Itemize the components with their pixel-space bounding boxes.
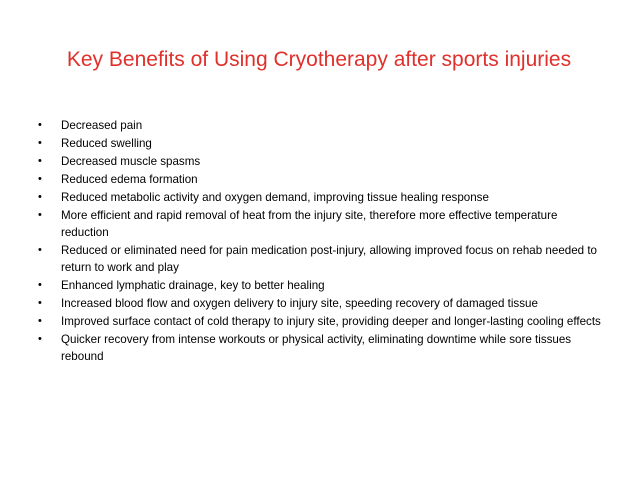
bullet-text: Decreased muscle spasms bbox=[61, 155, 201, 168]
slide-title: Key Benefits of Using Cryotherapy after sports injuries bbox=[66, 48, 572, 71]
bullet-text: Quicker recovery from intense workouts or physical activity, eliminating downtime while sore tissues rebound bbox=[61, 333, 572, 363]
bullet-text: Reduced or eliminated need for pain medication post-injury, allowing improved focus on rehab needed to return to work and play bbox=[61, 244, 597, 274]
list-item bbox=[38, 313, 608, 330]
list-item bbox=[38, 277, 608, 294]
list-item bbox=[38, 189, 608, 206]
bullet-marker: • bbox=[38, 137, 42, 149]
bullet-marker: • bbox=[38, 119, 42, 131]
bullet-text: Increased blood flow and oxygen delivery to injury site, speeding recovery of damaged tissue bbox=[61, 297, 538, 310]
bullet-list bbox=[38, 117, 608, 366]
list-item bbox=[38, 331, 608, 365]
list-item bbox=[38, 207, 608, 241]
bullet-marker: • bbox=[38, 209, 42, 221]
bullet-marker: • bbox=[38, 155, 42, 167]
bullet-marker: • bbox=[38, 173, 42, 185]
bullet-marker: • bbox=[38, 297, 42, 309]
bullet-text: Enhanced lymphatic drainage, key to better healing bbox=[61, 279, 325, 292]
bullet-marker: • bbox=[38, 191, 42, 203]
bullet-text: Improved surface contact of cold therapy to injury site, providing deeper and longer-lasting cooling effects bbox=[61, 315, 601, 328]
bullet-marker: • bbox=[38, 279, 42, 291]
bullet-text: Reduced swelling bbox=[61, 137, 152, 150]
bullet-marker: • bbox=[38, 244, 42, 256]
bullet-text: Decreased pain bbox=[61, 119, 143, 132]
bullet-marker: • bbox=[38, 333, 42, 345]
list-item bbox=[38, 117, 608, 134]
list-item bbox=[38, 135, 608, 152]
bullet-text: More efficient and rapid removal of heat from the injury site, therefore more effective temperature reduction bbox=[61, 209, 558, 239]
bullet-marker: • bbox=[38, 315, 42, 327]
bullet-text: Reduced metabolic activity and oxygen demand, improving tissue healing response bbox=[61, 191, 489, 204]
list-item bbox=[38, 242, 608, 276]
list-item bbox=[38, 171, 608, 188]
list-item bbox=[38, 295, 608, 312]
bullet-text: Reduced edema formation bbox=[61, 173, 198, 186]
list-item bbox=[38, 153, 608, 170]
